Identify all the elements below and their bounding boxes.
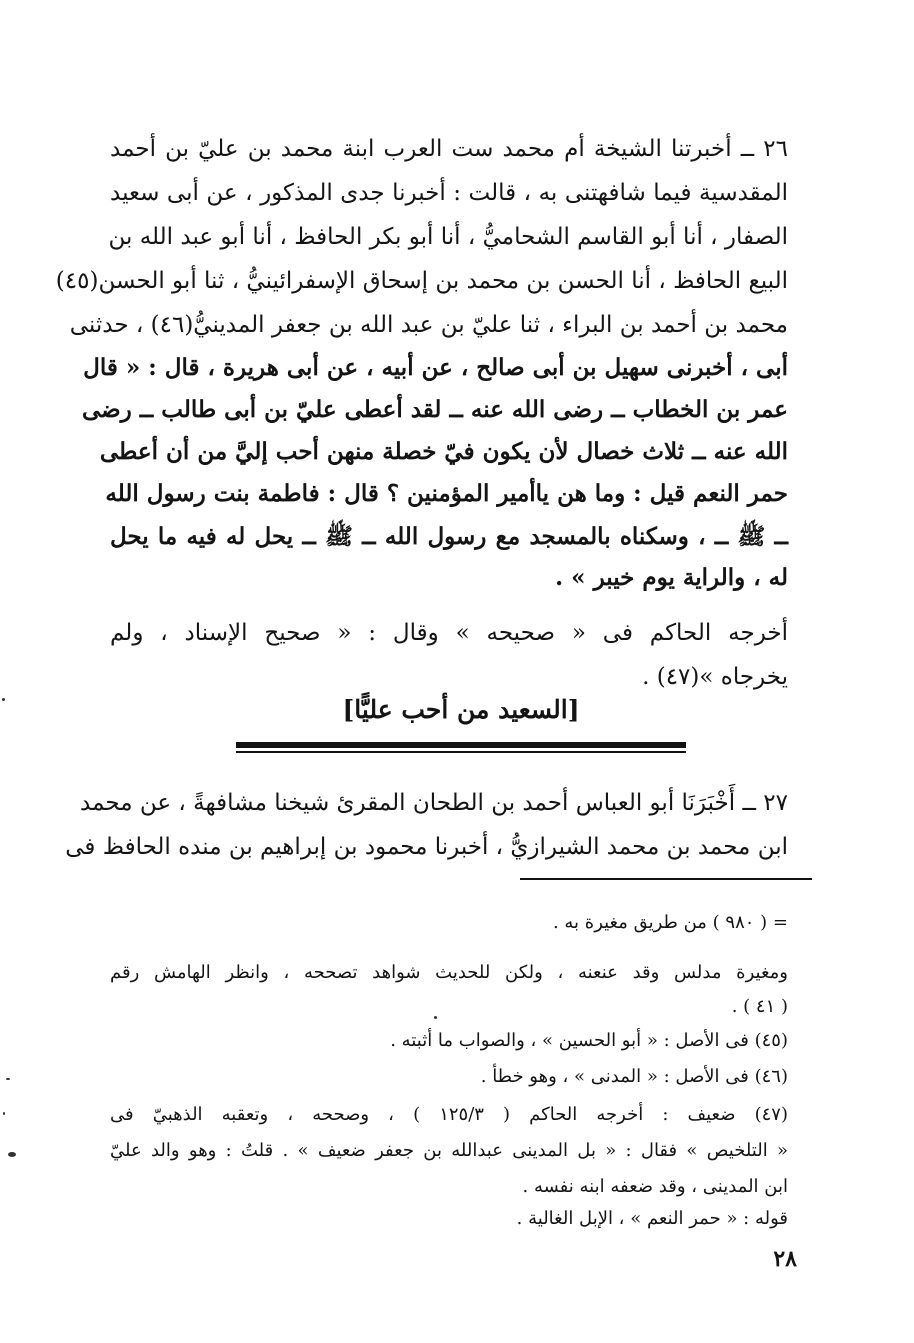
hadith-27-line: ابن محمد بن محمد الشيرازيُّ ، أخبرنا محمود بن إبراهيم بن منده الحافظ فى xyxy=(65,834,788,860)
scan-speck xyxy=(2,698,5,701)
hadith-26-line: محمد بن أحمد بن البراء ، ثنا عليّ بن عبد الله بن جعفر المدينيُّ(٤٦) ، حدثنى xyxy=(69,312,788,338)
takhrij-line: يخرجاه »(٤٧) . xyxy=(642,664,788,690)
hadith-26-line: ٢٦ ــ أخبرتنا الشيخة أم محمد ست العرب ابنة محمد بن عليّ بن أحمد xyxy=(110,136,788,162)
footnote-line: ( ٤١ ) . xyxy=(731,996,788,1017)
hadith-26-line: الله عنه ــ ثلاث خصال لأن يكون فيّ خصلة منهن أحب إليَّ من أن أعطى xyxy=(99,438,788,465)
scan-speck xyxy=(3,1112,5,1115)
footnote-line: = ( ٩٨٠ ) من طريق مغيرة به . xyxy=(552,912,788,933)
hadith-26-line: له ، والراية يوم خيبر » . xyxy=(555,564,788,591)
heading-rule-thick xyxy=(236,742,686,748)
scan-speck xyxy=(8,1152,16,1157)
hadith-27-line: ٢٧ ــ أَخْبَرَنَا أبو العباس أحمد بن الطحان المقرئ شيخنا مشافهةً ، عن محمد xyxy=(80,790,788,816)
hadith-26-line: حمر النعم قيل : وما هن ياأمير المؤمنين ؟ قال : فاطمة بنت رسول الله xyxy=(105,480,788,507)
footnote-line: ابن المدينى ، وقد ضعفه ابنه نفسه . xyxy=(522,1176,788,1197)
footnote-line: ومغيرة مدلس وقد عنعنه ، ولكن للحديث شواهد تصححه ، وانظر الهامش رقم xyxy=(110,962,788,983)
footnote-line: قوله : « حمر النعم » ، الإبل الغالية . xyxy=(516,1208,788,1229)
page-number: ٢٨ xyxy=(773,1246,797,1272)
footnote-46: (٤٦) فى الأصل : « المدنى » ، وهو خطأ . xyxy=(480,1066,788,1087)
heading-rule-thin xyxy=(236,751,686,753)
hadith-26-line: المقدسية فيما شافهتنى به ، قالت : أخبرنا جدى المذكور ، عن أبى سعيد xyxy=(110,180,788,206)
footnote-line: « التلخيص » فقال : « بل المدينى عبدالله بن جعفر ضعيف » . قلتُ : وهو والد عليّ xyxy=(110,1140,788,1161)
scan-speck xyxy=(6,1078,10,1080)
hadith-26-line: الصفار ، أنا أبو القاسم الشحاميُّ ، أنا أبو بكر الحافظ ، أنا أبو عبد الله بن xyxy=(108,224,788,250)
footnote-separator xyxy=(520,878,812,880)
hadith-26-line: البيع الحافظ ، أنا الحسن بن محمد بن إسحاق الإسفرائينيُّ ، ثنا أبو الحسن(٤٥) xyxy=(55,268,788,294)
section-heading: [السعيد من أحب عليًّا] xyxy=(342,695,580,724)
hadith-26-line: ــ ﷺ ــ ، وسكناه بالمسجد مع رسول الله ــ ﷺ ــ يحل له فيه ما يحل xyxy=(110,523,788,550)
takhrij-line: أخرجه الحاكم فى « صحيحه » وقال : « صحيح الإسناد ، ولم xyxy=(110,620,788,646)
hadith-26-line: أبى ، أخبرنى سهيل بن أبى صالح ، عن أبيه ، عن أبى هريرة ، قال : « قال xyxy=(83,354,788,381)
footnote-45: (٤٥) فى الأصل : « أبو الحسين » ، والصواب ما أثبته . xyxy=(390,1030,788,1051)
footnote-47: (٤٧) ضعيف : أخرجه الحاكم ( ١٢٥/٣ ) ، وصححه ، وتعقبه الذهبيّ فى xyxy=(110,1104,788,1125)
hadith-26-line: عمر بن الخطاب ــ رضى الله عنه ــ لقد أعطى عليّ بن أبى طالب ــ رضى xyxy=(81,396,788,423)
scan-speck xyxy=(434,1016,437,1019)
